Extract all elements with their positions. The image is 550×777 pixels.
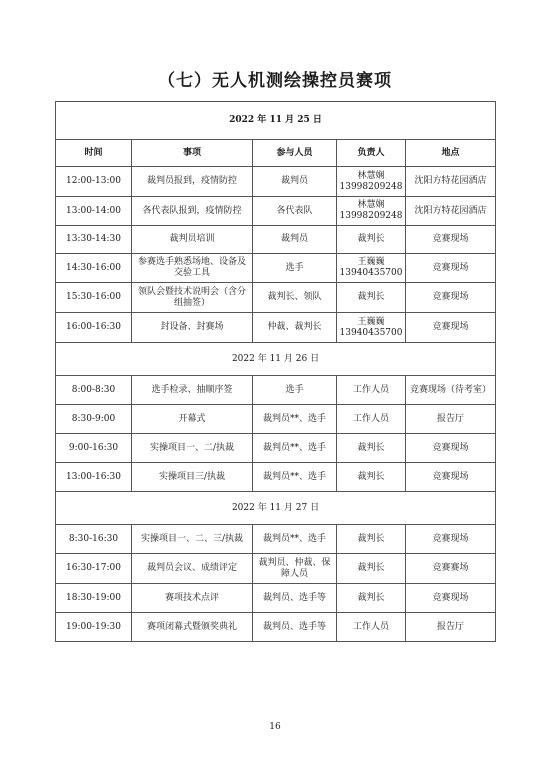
table-row <box>56 254 496 283</box>
cell-item: 开幕式 <box>132 405 253 434</box>
cell-people: 各代表队 <box>253 197 337 226</box>
cell-item: 裁判员培训 <box>132 226 253 254</box>
cell-time: 8:30-9:00 <box>56 405 132 434</box>
table-row <box>56 525 496 554</box>
cell-lead: 裁判长 <box>337 283 406 313</box>
cell-lead: 裁判长 <box>337 554 406 584</box>
table-row <box>56 197 496 226</box>
cell-time: 18:30-19:00 <box>56 584 132 613</box>
cell-people: 裁判员**、选手 <box>253 525 337 554</box>
cell-people: 裁判员**、选手 <box>253 434 337 463</box>
cell-time: 13:00-16:30 <box>56 463 132 492</box>
cell-time: 19:00-19:30 <box>56 613 132 642</box>
table-row <box>56 376 496 405</box>
table-row <box>56 613 496 642</box>
cell-place: 竞赛现场 <box>406 313 496 343</box>
cell-people: 选手 <box>253 254 337 283</box>
cell-time: 14:30-16:00 <box>56 254 132 283</box>
cell-lead: 工作人员 <box>337 405 406 434</box>
header-row <box>56 140 496 167</box>
cell-lead: 林慧娴 13998209248 <box>337 197 406 226</box>
cell-item: 裁判员会议、成绩评定 <box>132 554 253 584</box>
column-header: 参与人员 <box>253 140 337 167</box>
cell-lead: 裁判长 <box>337 226 406 254</box>
cell-item: 参赛选手熟悉场地、设备及交验工具 <box>132 254 253 283</box>
cell-time: 13:00-14:00 <box>56 197 132 226</box>
date-cell: 2022 年 11 月 27 日 <box>56 492 496 525</box>
table-row <box>56 434 496 463</box>
cell-place: 竞赛现场（待考室） <box>406 376 496 405</box>
cell-item: 实操项目三/执裁 <box>132 463 253 492</box>
cell-people: 裁判长、领队 <box>253 283 337 313</box>
table-row <box>56 283 496 313</box>
cell-people: 裁判员、仲裁、保障人员 <box>253 554 337 584</box>
cell-place: 竞赛现场 <box>406 434 496 463</box>
table-row <box>56 463 496 492</box>
column-header: 事项 <box>132 140 253 167</box>
page-number: 16 <box>269 722 281 732</box>
cell-time: 12:00-13:00 <box>56 167 132 197</box>
cell-lead: 工作人员 <box>337 376 406 405</box>
cell-time: 15:30-16:00 <box>56 283 132 313</box>
cell-time: 16:30-17:00 <box>56 554 132 584</box>
date-cell: 2022 年 11 月 26 日 <box>56 343 496 376</box>
cell-lead: 裁判长 <box>337 525 406 554</box>
cell-lead: 裁判长 <box>337 463 406 492</box>
cell-people: 裁判员 <box>253 226 337 254</box>
cell-place: 沈阳方特花园酒店 <box>406 167 496 197</box>
cell-place: 沈阳方特花园酒店 <box>406 197 496 226</box>
cell-time: 8:30-16:30 <box>56 525 132 554</box>
date-row <box>56 343 496 376</box>
cell-place: 报告厅 <box>406 405 496 434</box>
cell-people: 裁判员 <box>253 167 337 197</box>
cell-place: 竞赛现场 <box>406 463 496 492</box>
cell-people: 裁判员、选手等 <box>253 584 337 613</box>
cell-people: 裁判员**、选手 <box>253 463 337 492</box>
cell-lead: 林慧娴 13998209248 <box>337 167 406 197</box>
table-row <box>56 226 496 254</box>
cell-item: 裁判员报到，疫情防控 <box>132 167 253 197</box>
cell-item: 各代表队报到，疫情防控 <box>132 197 253 226</box>
table-row <box>56 167 496 197</box>
date-cell: 2022 年 11 月 25 日 <box>56 102 496 140</box>
cell-people: 裁判员、选手等 <box>253 613 337 642</box>
cell-lead: 裁判长 <box>337 584 406 613</box>
date-row <box>56 102 496 140</box>
cell-lead: 工作人员 <box>337 613 406 642</box>
schedule-body <box>56 102 496 642</box>
cell-people: 选手 <box>253 376 337 405</box>
column-header: 地点 <box>406 140 496 167</box>
cell-lead: 王巍巍 13940435700 <box>337 313 406 343</box>
cell-place: 竞赛现场 <box>406 283 496 313</box>
cell-time: 16:00-16:30 <box>56 313 132 343</box>
cell-lead: 王巍巍 13940435700 <box>337 254 406 283</box>
cell-lead: 裁判长 <box>337 434 406 463</box>
cell-place: 竞赛现场 <box>406 254 496 283</box>
schedule-table <box>55 101 496 642</box>
cell-time: 8:00-8:30 <box>56 376 132 405</box>
cell-item: 赛项闭幕式暨颁奖典礼 <box>132 613 253 642</box>
cell-item: 领队会暨技术说明会（含分组抽签） <box>132 283 253 313</box>
cell-people: 裁判员**、选手 <box>253 405 337 434</box>
cell-place: 竞赛现场 <box>406 584 496 613</box>
cell-item: 实操项目一、二、三/执裁 <box>132 525 253 554</box>
cell-item: 实操项目一、二/执裁 <box>132 434 253 463</box>
cell-time: 13:30-14:30 <box>56 226 132 254</box>
cell-people: 仲裁、裁判长 <box>253 313 337 343</box>
date-row <box>56 492 496 525</box>
page-title: （七）无人机测绘操控员赛项 <box>158 71 392 91</box>
cell-place: 竞赛现场 <box>406 226 496 254</box>
cell-item: 选手检录、抽顺序签 <box>132 376 253 405</box>
column-header: 时间 <box>56 140 132 167</box>
cell-place: 竞赛赛场 <box>406 554 496 584</box>
table-row <box>56 554 496 584</box>
cell-place: 竞赛现场 <box>406 525 496 554</box>
cell-place: 报告厅 <box>406 613 496 642</box>
cell-item: 赛项技术点评 <box>132 584 253 613</box>
table-row <box>56 584 496 613</box>
cell-item: 封设备、封赛场 <box>132 313 253 343</box>
table-row <box>56 313 496 343</box>
table-row <box>56 405 496 434</box>
column-header: 负责人 <box>337 140 406 167</box>
cell-time: 9:00-16:30 <box>56 434 132 463</box>
